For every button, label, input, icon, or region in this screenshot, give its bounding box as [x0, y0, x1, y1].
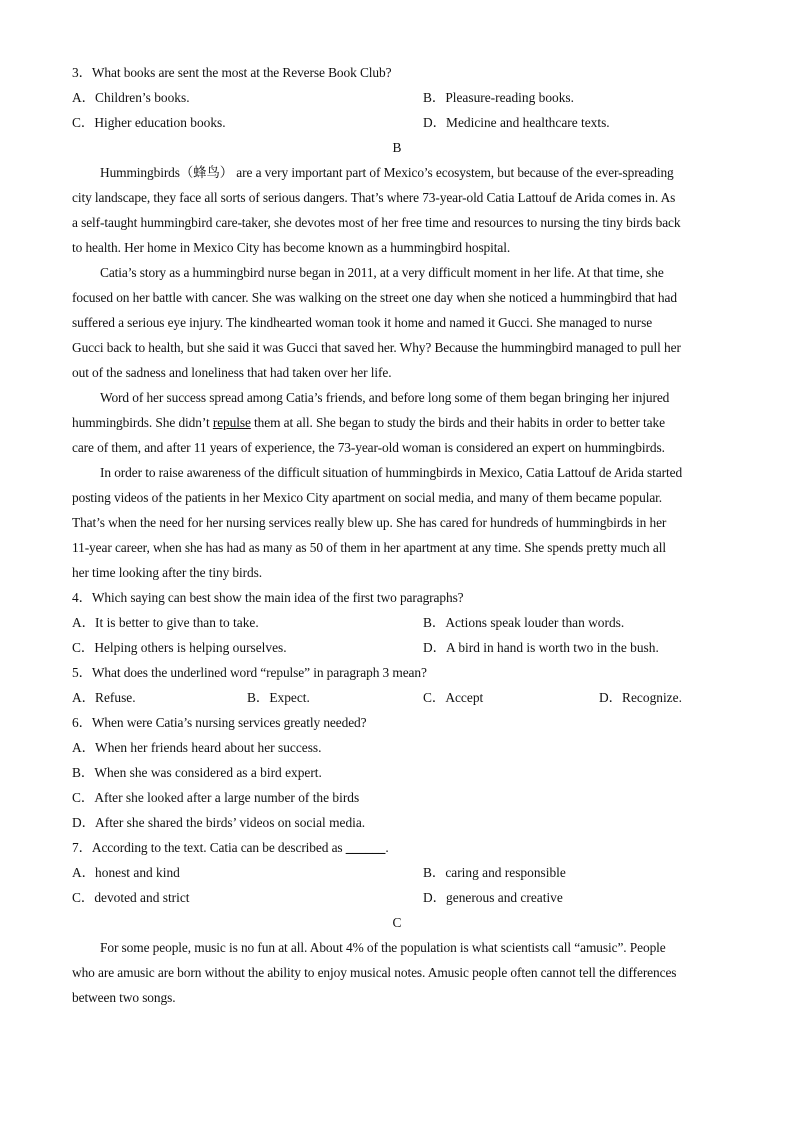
- q7-stem: [72, 839, 732, 857]
- text-segment: them at all. She began to study the birds and their habits in order to better take: [250, 415, 665, 430]
- q5-stem: 5．What does the underlined word “repulse” in paragraph 3 mean?: [72, 665, 427, 680]
- passage-b-line: Gucci back to health, but she said it was Gucci that saved her. Why? Because the hummingbird managed to pull her: [72, 340, 681, 355]
- q7-option-c: C．devoted and strict: [72, 890, 190, 905]
- q7-option-a: A．honest and kind: [72, 865, 180, 880]
- q6-option-a: A．When her friends heard about her success.: [72, 740, 322, 755]
- passage-b-line: In order to raise awareness of the difficult situation of hummingbirds in Mexico, Catia Lattouf de Arida started: [100, 465, 683, 480]
- q5-option-b: B．Expect.: [247, 690, 310, 705]
- underlined-word-repulse: repulse: [212, 415, 251, 430]
- passage-c-line: For some people, music is no fun at all. About 4% of the population is what scientists call “amusic”. People: [100, 940, 666, 955]
- passage-b-line: to health. Her home in Mexico City has become known as a hummingbird hospital.: [72, 240, 511, 255]
- q7-stem-text: 7．According to the text. Catia can be described as: [72, 840, 346, 855]
- passage-b-line: Word of her success spread among Catia’s friends, and before long some of them began bringing her injured: [100, 390, 670, 405]
- passage-b-line: 11-year career, when she has had as many as 50 of them in her apartment at any time. She spends pretty much all: [72, 540, 666, 555]
- passage-c-line: who are amusic are born without the ability to enjoy musical notes. Amusic people often cannot tell the differences: [72, 965, 677, 980]
- q4-option-b: B．Actions speak louder than words.: [423, 615, 625, 630]
- passage-b-line: city landscape, they face all sorts of serious dangers. That’s where 73-year-old Catia Lattouf de Arida comes in. As: [72, 190, 676, 205]
- passage-b-line: a self-taught hummingbird care-taker, she devotes most of her free time and resources to nursing the tiny birds back: [72, 215, 681, 230]
- q5-option-d: D．Recognize.: [599, 690, 682, 705]
- q5-option-a: A．Refuse.: [72, 690, 136, 705]
- passage-b-line: focused on her battle with cancer. She was walking on the street one day when she noticed a hummingbird that had: [72, 290, 677, 305]
- passage-b-line: Catia’s story as a hummingbird nurse began in 2011, at a very difficult moment in her life. At that time, she: [100, 265, 664, 280]
- q6-option-b: B．When she was considered as a bird expert.: [72, 765, 322, 780]
- q4-option-a: A．It is better to give than to take.: [72, 615, 259, 630]
- q6-option-c: C．After she looked after a large number of the birds: [72, 790, 360, 805]
- q3-option-d: D．Medicine and healthcare texts.: [423, 115, 610, 130]
- section-b-heading: B: [392, 140, 402, 155]
- passage-b-line: Hummingbirds（蜂鸟） are a very important part of Mexico’s ecosystem, but because of the ever-spreading: [100, 165, 674, 180]
- passage-b-line: her time looking after the tiny birds.: [72, 565, 262, 580]
- passage-b-line: out of the sadness and loneliness that had taken over her life.: [72, 365, 392, 380]
- q5-option-c: C．Accept: [423, 690, 484, 705]
- section-c-heading: C: [392, 915, 402, 930]
- q3-option-a: A．Children’s books.: [72, 90, 190, 105]
- passage-b-line-with-underline: [72, 414, 732, 432]
- q7-stem-end: .: [385, 840, 389, 855]
- q3-option-c: C．Higher education books.: [72, 115, 226, 130]
- q7-option-b: B．caring and responsible: [423, 865, 566, 880]
- passage-b-line: suffered a serious eye injury. The kindhearted woman took it home and named it Gucci. She managed to nurse: [72, 315, 653, 330]
- q7-blank: ______: [345, 840, 386, 855]
- q4-option-c: C．Helping others is helping ourselves.: [72, 640, 287, 655]
- passage-b-line: That’s when the need for her nursing services really blew up. She has cared for hundreds of hummingbirds in her: [72, 515, 667, 530]
- q6-stem: 6．When were Catia’s nursing services greatly needed?: [72, 715, 367, 730]
- passage-b-line: care of them, and after 11 years of experience, the 73-year-old woman is considered an expert on hummingbirds.: [72, 440, 665, 455]
- q6-option-d: D．After she shared the birds’ videos on social media.: [72, 815, 366, 830]
- q7-option-d: D．generous and creative: [423, 890, 563, 905]
- q3-stem: 3．What books are sent the most at the Reverse Book Club?: [72, 65, 392, 80]
- passage-c-line: between two songs.: [72, 990, 176, 1005]
- text-segment: hummingbirds. She didn’t: [72, 415, 213, 430]
- q4-stem: 4．Which saying can best show the main idea of the first two paragraphs?: [72, 590, 464, 605]
- q4-option-d: D．A bird in hand is worth two in the bush.: [423, 640, 659, 655]
- q3-option-b: B．Pleasure-reading books.: [423, 90, 574, 105]
- passage-b-line: posting videos of the patients in her Mexico City apartment on social media, and many of them became popular.: [72, 490, 663, 505]
